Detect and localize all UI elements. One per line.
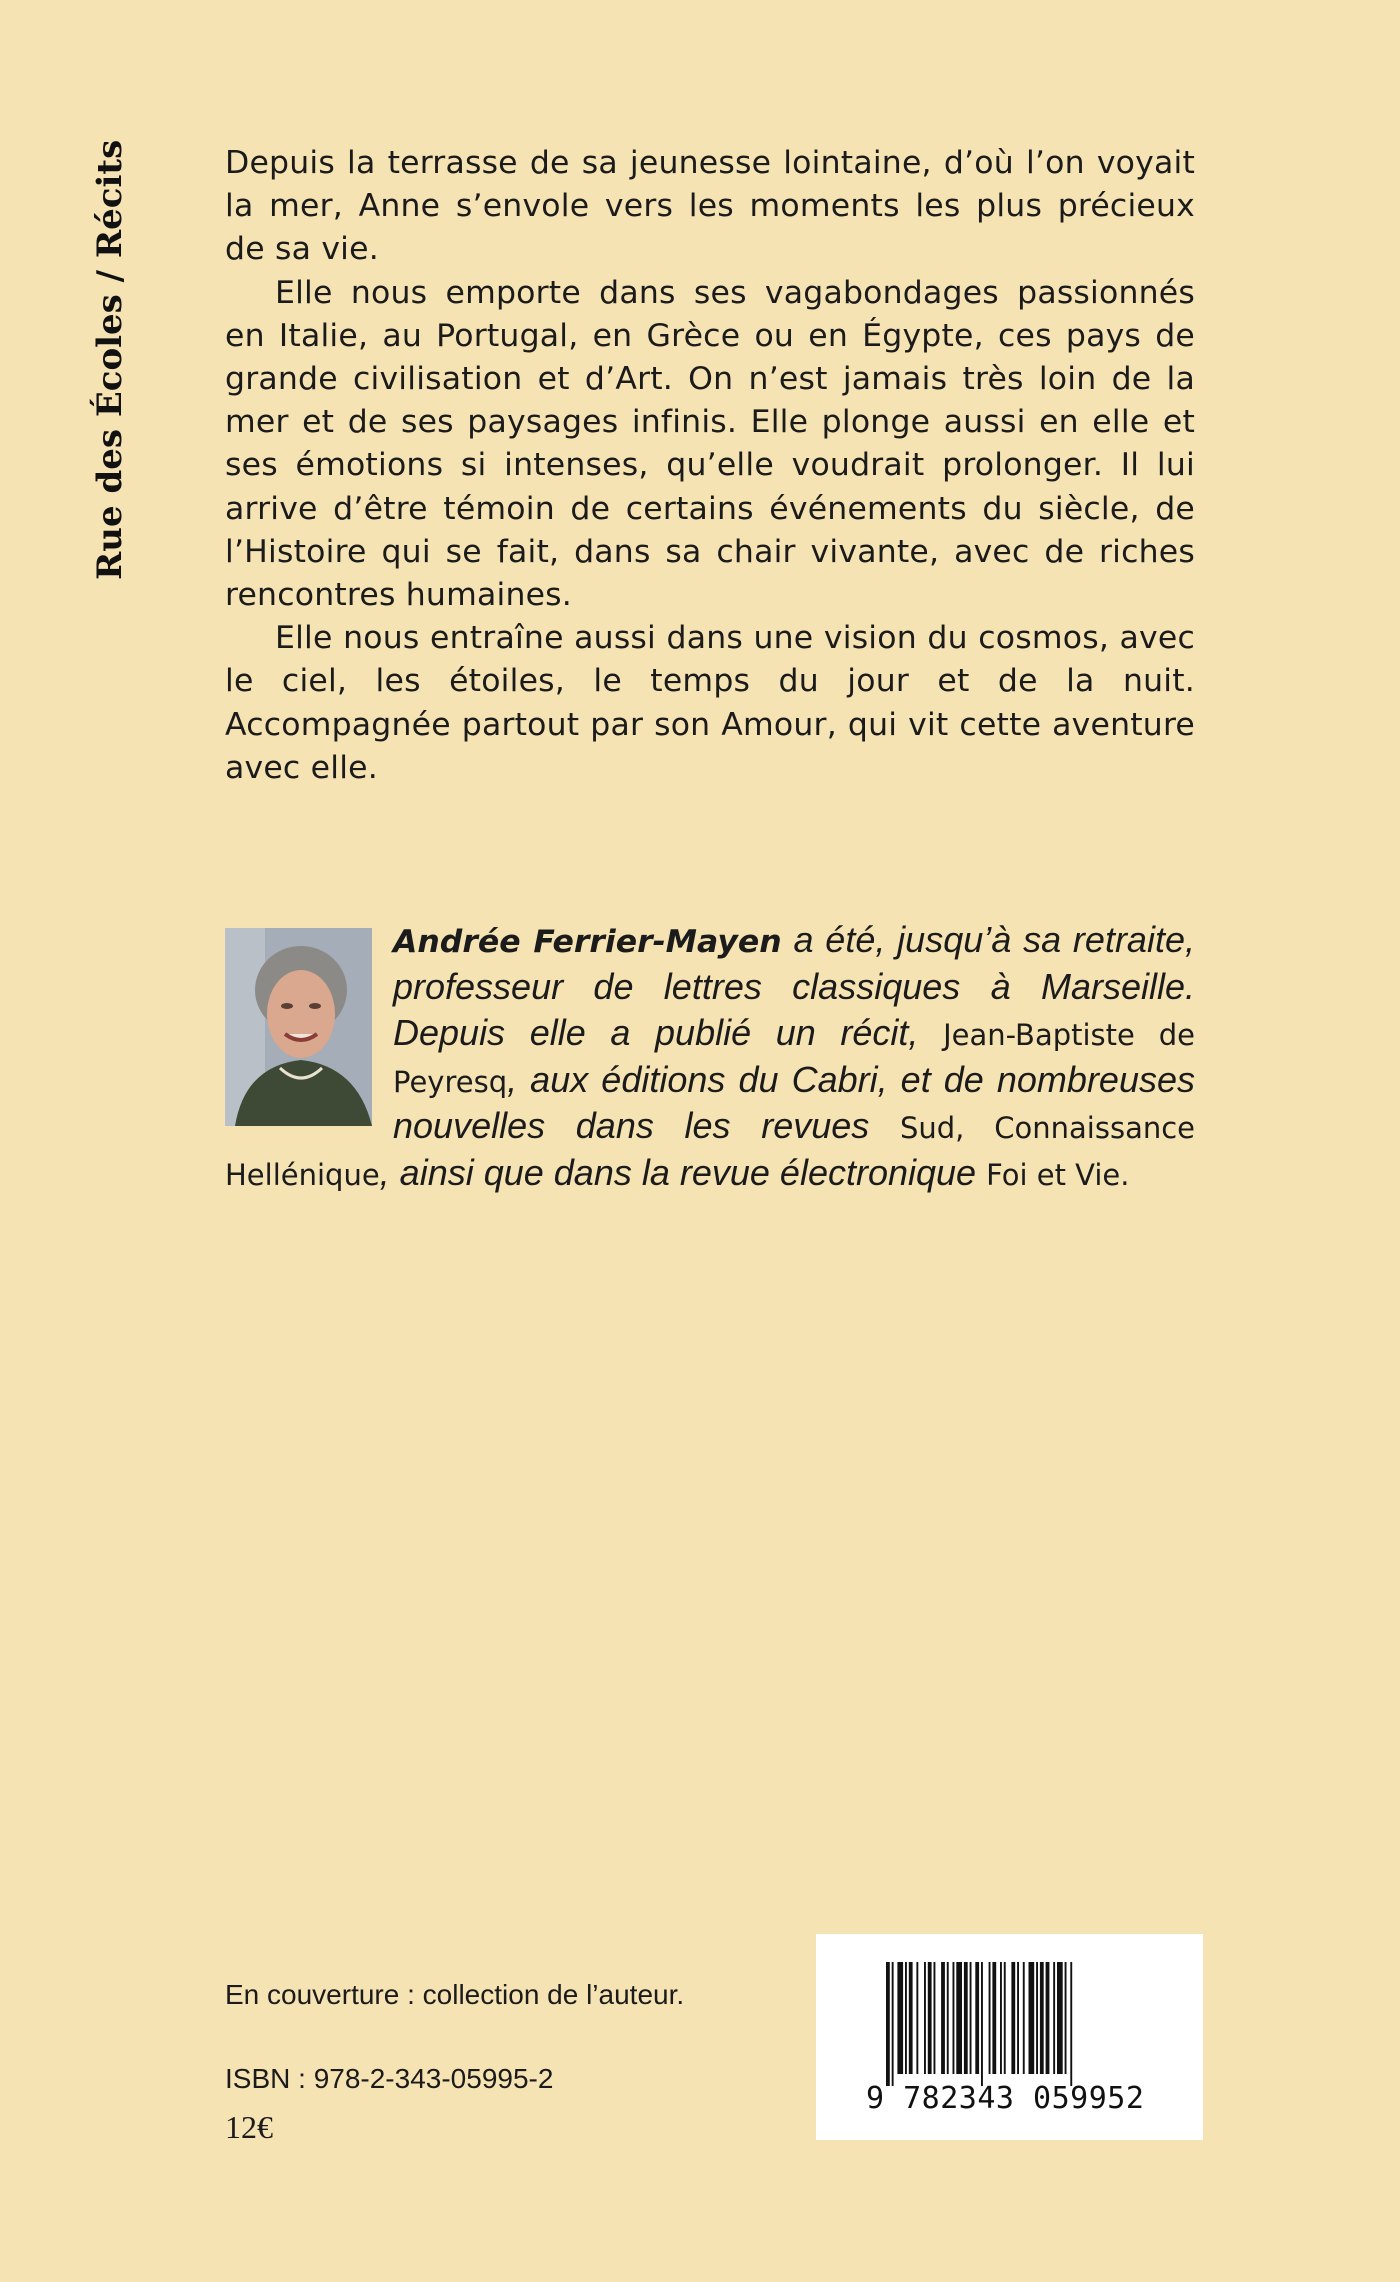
revue-foi-et-vie: Foi et Vie xyxy=(986,1157,1121,1192)
blurb-paragraph-3: Elle nous entraîne aussi dans une vision du cosmos, avec le ciel, les étoiles, le temps du jour et de la nuit. Accompagnée partout par son Amour, qui vit cette aventure avec elle. xyxy=(225,620,1195,786)
barcode-bar xyxy=(909,1962,913,2074)
barcode-bar xyxy=(947,1962,949,2074)
barcode-bar xyxy=(1004,1962,1006,2074)
barcode-digits: 9 782343 059952 xyxy=(866,2081,1145,2116)
barcode-bar xyxy=(886,1962,890,2086)
barcode-bar xyxy=(924,1962,926,2074)
barcode xyxy=(816,1934,1203,2140)
barcode-bar xyxy=(1040,1962,1044,2074)
photo-spacer xyxy=(225,918,393,1134)
bio-text-3: , ainsi que dans la revue électronique xyxy=(379,1151,987,1193)
barcode-bar xyxy=(897,1962,903,2074)
revue-sud: Sud xyxy=(899,1111,956,1145)
barcode-bar xyxy=(975,1962,979,2074)
book-title: Jean-Baptiste de Peyresq xyxy=(393,1018,1195,1099)
spine-area xyxy=(85,140,135,580)
barcode-bar xyxy=(941,1962,945,2074)
barcode-bar xyxy=(1046,1962,1050,2074)
revue-connaissance: Connaissance Hellénique xyxy=(225,1111,1196,1192)
bio-end: . xyxy=(1120,1157,1130,1192)
barcode-bar xyxy=(989,1962,991,2074)
barcode-bar xyxy=(1017,1962,1019,2074)
barcode-bar xyxy=(1000,1962,1002,2074)
barcode-bar xyxy=(928,1962,932,2074)
barcode-bar xyxy=(892,1962,894,2086)
barcode-bar xyxy=(905,1962,907,2074)
author-name: Andrée Ferrier-Mayen xyxy=(393,924,782,960)
barcode-bar xyxy=(1029,1962,1035,2074)
price: 12€ xyxy=(225,2109,273,2145)
barcode-bar xyxy=(1023,1962,1025,2074)
barcode-bar xyxy=(1036,1962,1038,2074)
barcode-bar xyxy=(970,1962,972,2074)
barcode-bar xyxy=(934,1962,936,2074)
barcode-bar xyxy=(1057,1962,1063,2074)
barcode-bar xyxy=(953,1962,955,2074)
barcode-bar xyxy=(1011,1962,1015,2074)
barcode-bar xyxy=(1065,1962,1067,2074)
bio-text-2: , aux éditions du Cabri, et de nombreuses nouvelles dans les revues xyxy=(393,1058,1195,1146)
collection-title: Rue des Écoles / Récits xyxy=(90,139,130,580)
blurb-paragraph-1: Depuis la terrasse de sa jeunesse lointaine, d’où l’on voyait la mer, Anne s’envole vers les moments les plus précieux de sa vie. xyxy=(225,145,1195,268)
isbn: ISBN : 978-2-343-05995-2 xyxy=(225,2063,554,2094)
cover-credit: En couverture : collection de l’auteur. xyxy=(225,1979,685,2010)
blurb xyxy=(225,142,1195,790)
barcode-bar xyxy=(981,1962,983,2086)
barcode-bar xyxy=(992,1962,996,2074)
barcode-bars xyxy=(886,1962,1136,2086)
barcode-bar xyxy=(964,1962,968,2074)
bio-text-1: a été, jusqu’à sa retraite, professeur de lettres classiques à Marseille. Depuis elle a publié un récit, xyxy=(393,919,1195,1053)
author-bio xyxy=(225,918,1195,1197)
blurb-paragraph-2: Elle nous emporte dans ses vagabondages passionnés en Italie, au Portugal, en Grèce ou en Égypte, ces pays de grande civilisation et d’Art. On n’est jamais très loin de la mer et de ses paysages infinis. Elle plonge aussi en elle et ses émotions si intenses, qu’elle voudrait prolonger. Il lui arrive d’être témoin de certains événements du siècle, de l’Histoire qui se fait, dans sa chair vivante, avec de riches rencontres humaines. xyxy=(225,274,1195,614)
separator: , xyxy=(955,1111,995,1145)
barcode-bar xyxy=(1070,1962,1072,2086)
barcode-bar xyxy=(956,1962,962,2074)
barcode-bar xyxy=(1053,1962,1055,2074)
barcode-bar xyxy=(916,1962,918,2074)
